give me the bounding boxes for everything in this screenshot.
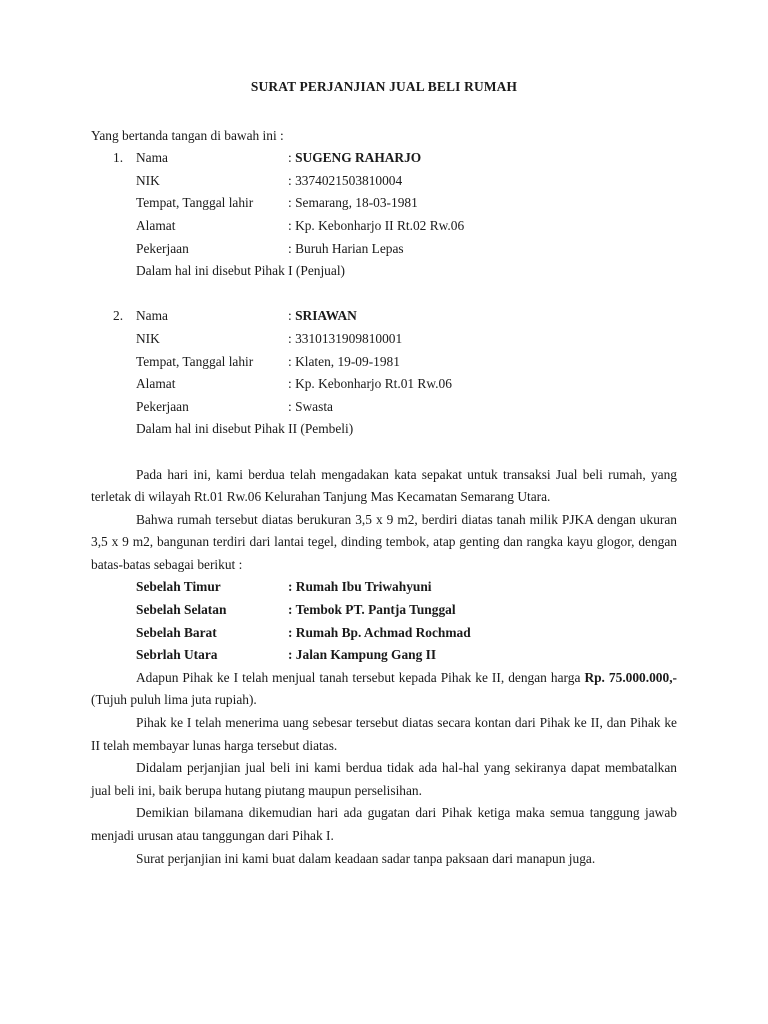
field-label: Alamat bbox=[136, 217, 176, 233]
party-2-name-row bbox=[91, 305, 677, 328]
party-1-name-row bbox=[91, 147, 677, 170]
field-label: NIK bbox=[136, 330, 160, 346]
party-2-nik-row bbox=[91, 328, 677, 351]
border-row bbox=[91, 576, 677, 599]
party-2-name: SRIAWAN bbox=[295, 308, 357, 324]
party-2-role-row bbox=[91, 418, 677, 441]
party-2-role: Dalam hal ini disebut Pihak II (Pembeli) bbox=[136, 421, 354, 437]
party-2-block bbox=[91, 305, 677, 441]
party-1-job-row bbox=[91, 238, 677, 261]
paragraph-no-cancellation: Didalam perjanjian jual beli ini kami berdua tidak ada hal-hal yang sekiranya dapat membatalkan jual beli ini, baik berupa hutang piutang maupun perselisihan. bbox=[91, 760, 677, 798]
field-value: : Klaten, 19-09-1981 bbox=[288, 353, 400, 369]
paragraph-house-description: Bahwa rumah tersebut diatas berukuran 3,5 x 9 m2, berdiri diatas tanah milik PJKA dengan ukuran 3,5 x 9 m2, bangunan terdiri dari lantai tegel, dinding tembok, atap genting dan rangka kayu glogor, dengan batas-batas sebagai berikut : bbox=[91, 511, 677, 572]
field-value: : SRIAWAN bbox=[288, 308, 357, 324]
party-2-job-row bbox=[91, 396, 677, 419]
border-value: : Jalan Kampung Gang II bbox=[288, 647, 437, 663]
field-value: : 3374021503810004 bbox=[288, 172, 403, 188]
field-value: : SUGENG RAHARJO bbox=[288, 150, 422, 166]
field-label: Nama bbox=[136, 308, 168, 324]
field-label: Pekerjaan bbox=[136, 240, 189, 256]
paragraph-responsibility: Demikian bilamana dikemudian hari ada gugatan dari Pihak ketiga maka semua tanggung jawab menjadi urusan atau tanggungan dari Pihak I. bbox=[91, 805, 677, 843]
intro-text: Yang bertanda tangan di bawah ini : bbox=[91, 127, 284, 143]
price-amount: Rp. 75.000.000,- bbox=[584, 669, 677, 685]
field-value: : Semarang, 18-03-1981 bbox=[288, 195, 418, 211]
field-value: : 3310131909810001 bbox=[288, 330, 403, 346]
party-1-birth-row bbox=[91, 192, 677, 215]
border-value: : Rumah Ibu Triwahyuni bbox=[288, 579, 432, 595]
field-label: NIK bbox=[136, 172, 160, 188]
border-label: Sebelah Barat bbox=[136, 624, 217, 640]
field-label: Tempat, Tanggal lahir bbox=[136, 195, 254, 211]
party-2-birth-row bbox=[91, 351, 677, 374]
border-row bbox=[91, 599, 677, 622]
party-1-number: 1. bbox=[113, 150, 124, 166]
party-1-address-row bbox=[91, 215, 677, 238]
paragraph-payment: Pihak ke I telah menerima uang sebesar tersebut diatas secara kontan dari Pihak ke II, dan Pihak ke II telah membayar lunas harga tersebut diatas. bbox=[91, 715, 677, 753]
field-value: : Kp. Kebonharjo II Rt.02 Rw.06 bbox=[288, 217, 465, 233]
field-label: Alamat bbox=[136, 376, 176, 392]
field-value: : Swasta bbox=[288, 398, 334, 414]
document-page bbox=[91, 76, 677, 870]
party-1-nik-row bbox=[91, 170, 677, 193]
border-value: : Rumah Bp. Achmad Rochmad bbox=[288, 624, 471, 640]
borders-list bbox=[91, 576, 677, 666]
party-1-block bbox=[91, 147, 677, 283]
field-value: : Buruh Harian Lepas bbox=[288, 240, 404, 256]
paragraph-price: Adapun Pihak ke I telah menjual tanah tersebut kepada Pihak ke II, dengan harga Rp. 75.000.000,- (Tujuh puluh lima juta rupiah). bbox=[91, 669, 677, 708]
party-1-name: SUGENG RAHARJO bbox=[295, 150, 422, 166]
field-label: Tempat, Tanggal lahir bbox=[136, 353, 254, 369]
border-value: : Tembok PT. Pantja Tunggal bbox=[288, 602, 456, 618]
field-label: Nama bbox=[136, 150, 168, 166]
field-value: : Kp. Kebonharjo Rt.01 Rw.06 bbox=[288, 376, 452, 392]
party-2-number: 2. bbox=[113, 308, 124, 324]
field-label: Pekerjaan bbox=[136, 398, 189, 414]
border-row bbox=[91, 622, 677, 645]
document-title: SURAT PERJANJIAN JUAL BELI RUMAH bbox=[250, 79, 518, 94]
border-label: Sebelah Selatan bbox=[136, 602, 227, 618]
party-1-role-row bbox=[91, 260, 677, 283]
paragraph-closing: Surat perjanjian ini kami buat dalam keadaan sadar tanpa paksaan dari manapun juga. bbox=[136, 850, 596, 866]
paragraph-agreement: Pada hari ini, kami berdua telah mengadakan kata sepakat untuk transaksi Jual beli rumah, yang terletak di wilayah Rt.01 Rw.06 Kelurahan Tanjung Mas Kecamatan Semarang Utara. bbox=[91, 466, 677, 505]
party-2-address-row bbox=[91, 373, 677, 396]
border-label: Sebelah Timur bbox=[136, 579, 221, 595]
border-row bbox=[91, 644, 677, 667]
border-label: Sebrlah Utara bbox=[136, 647, 218, 663]
party-1-role: Dalam hal ini disebut Pihak I (Penjual) bbox=[136, 263, 345, 279]
